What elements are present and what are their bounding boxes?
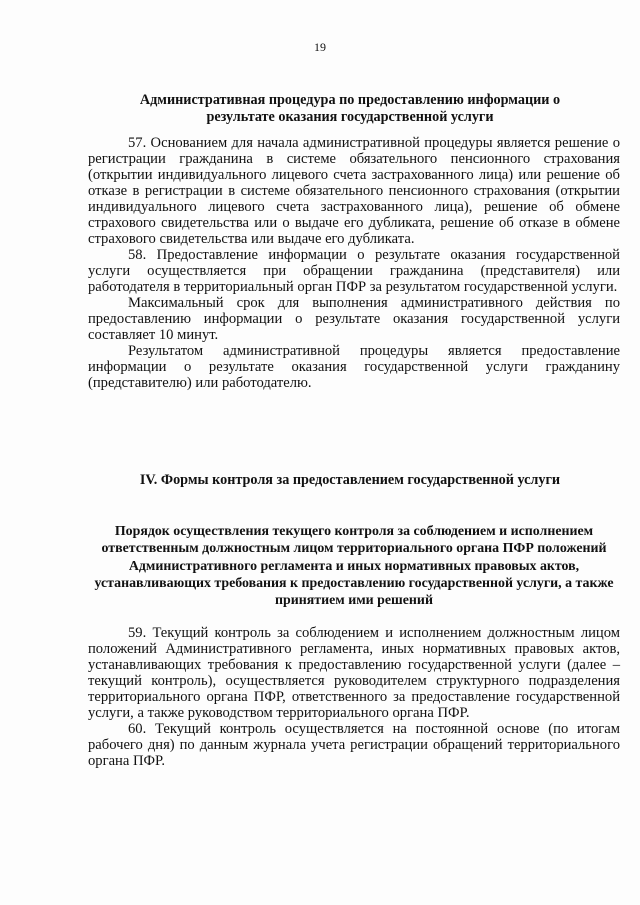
section-heading-information-result: Административная процедура по предоставлению информации о результате оказания государственной услуги <box>139 92 561 125</box>
subheading-current-control-procedure: Порядок осуществления текущего контроля за соблюдением и исполнением ответственным должностным лицом территориального органа ПФР положений Административного регламента и иных нормативных правовых актов, устанавливающих требования к предоставлению государственной услуги, а также принятием ими решений <box>94 524 614 609</box>
paragraph-57: 57. Основанием для начала административной процедуры является решение о регистрации гражданина в системе обязательного пенсионного страхования (открытии индивидуального лицевого счета застрахованного лица) или решение об отказе в регистрации в системе обязательного пенсионного страхования (открытии индивидуального лицевого счета застрахованного лица), решение об обмене страхового свидетельства или о выдаче его дубликата, решение об отказе в обмене страхового свидетельства или выдаче его дубликата. <box>88 135 620 247</box>
paragraph-59: 59. Текущий контроль за соблюдением и исполнением должностным лицом положений Административного регламента, иных нормативных правовых актов, устанавливающих требования к предоставлению государственной услуги (далее – текущий контроль), осуществляется руководителем структурного подразделения территориального органа ПФР, ответственного за предоставление государственной услуги, а также руководством территориального органа ПФР. <box>88 625 620 721</box>
page-number: 19 <box>314 40 326 54</box>
paragraph-58: 58. Предоставление информации о результате оказания государственной услуги осуществляется при обращении гражданина (представителя) или работодателя в территориальный орган ПФР за результатом государственной услуги. <box>88 247 620 295</box>
section1-body <box>88 135 620 391</box>
section2-body <box>88 625 620 769</box>
chapter-heading-control-forms: IV. Формы контроля за предоставлением государственной услуги <box>139 472 561 488</box>
paragraph-result: Результатом административной процедуры является предоставление информации о результате оказания государственной услуги гражданину (представителю) или работодателю. <box>88 343 620 391</box>
paragraph-max-time: Максимальный срок для выполнения административного действия по предоставлению информации о результате оказания государственной услуги составляет 10 минут. <box>88 295 620 343</box>
paragraph-60: 60. Текущий контроль осуществляется на постоянной основе (по итогам рабочего дня) по данным журнала учета регистрации обращений территориального органа ПФР. <box>88 721 620 769</box>
